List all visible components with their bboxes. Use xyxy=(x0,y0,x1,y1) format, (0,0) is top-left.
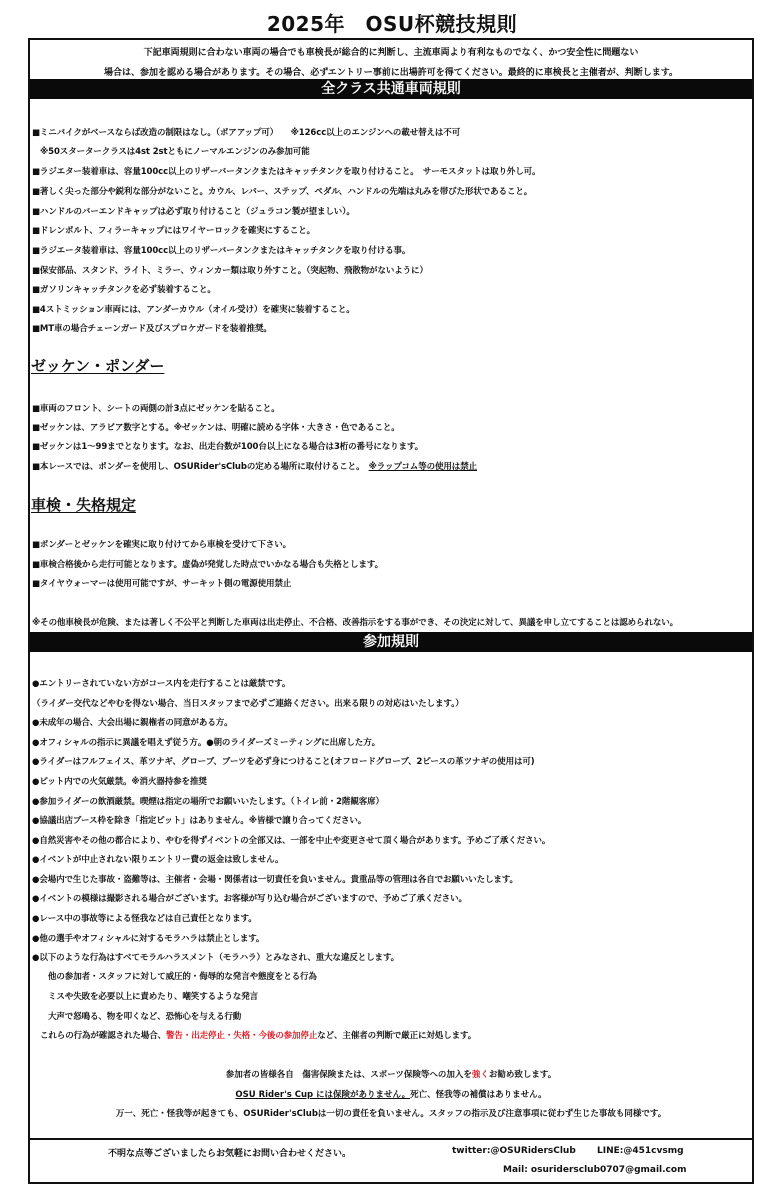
penalty-text: 警告・出走停止・失格・今後の参加停止 xyxy=(166,1031,318,1041)
common-item: ■著しく尖った部分や鋭利な部分がないこと。カウル、レバー、ステップ、ペダル、ハンドルの先端は丸みを帯びた形状であること。 xyxy=(32,187,533,197)
footer-divider xyxy=(30,1138,752,1140)
moral-example: 大声で怒鳴る、物を叩くなど、恐怖心を与える行動 xyxy=(48,1012,242,1022)
participation-item: ●未成年の場合、大会出場に親権者の同意がある方。 xyxy=(32,718,233,728)
common-item: ■ドレンボルト、フィラーキャップにはワイヤーロックを確実にすること。 xyxy=(32,226,316,236)
participation-item: ●ライダーはフルフェイス、革ツナギ、グローブ、ブーツを必ず身につけること(オフロードグローブ、2ピースの革ツナギの使用は可) xyxy=(32,757,535,767)
moral-closing: これらの行為が確認された場合、警告・出走停止・失格・今後の参加停止など、主催者の判断で厳正に対処します。 xyxy=(40,1031,477,1041)
participation-item: ●イベントの模様は撮影される場合がございます。お客様が写り込む場合がございますので、予めご了承ください。 xyxy=(32,894,467,904)
common-item: ※50スタータークラスは4st 2stともにノーマルエンジンのみ参加可能 xyxy=(40,147,310,157)
intro-line-2: 場合は、参加を認める場合があります。その場合、必ずエントリー事前に出場許可を得てください。最終的に車検長と主催者が、判断します。 xyxy=(103,68,679,78)
shaken-item: ■車検合格後から走行可能となります。虚偽が発覚した時点でいかなる場合も失格とします。 xyxy=(32,560,383,570)
participation-header: 参加規則 xyxy=(30,632,752,652)
participation-item: ●エントリーされていない方がコース内を走行することは厳禁です。 xyxy=(32,679,291,689)
zekken-item: ■ゼッケンは、アラビア数字とする。※ゼッケンは、明確に読める字体・大きさ・色であること。 xyxy=(32,423,400,433)
moral-example: ミスや失敗を必要以上に責めたり、嘲笑するような発言 xyxy=(48,992,259,1002)
common-rules-header: 全クラス共通車両規則 xyxy=(30,79,752,99)
insurance-line-1: 参加者の皆様各自 傷害保険または、スポーツ保険等への加入を強くお勧め致します。 xyxy=(225,1070,557,1080)
common-item: ■MT車の場合チェーンガード及びスプロケガードを装着推奨。 xyxy=(32,324,272,334)
insurance-line-3: 万一、死亡・怪我等が起きても、OSURider'sClubは一切の責任を負いません。スタッフの指示及び注意事項に従わず生じた事故も同様です。 xyxy=(115,1109,667,1119)
participation-item: ●以下のような行為はすべてモラルハラスメント（モラハラ）とみなされ、重大な違反とします。 xyxy=(32,953,400,963)
footer-mail[interactable]: Mail: osuridersclub0707@gmail.com xyxy=(503,1165,687,1175)
footer-contact: 不明な点等ございましたらお気軽にお問い合わせください。 xyxy=(108,1149,352,1159)
participation-item: ●ピット内での火気厳禁。※消火器持参を推奨 xyxy=(32,777,207,787)
zekken-section-title: ゼッケン・ポンダー xyxy=(31,357,165,375)
common-item: ■ガソリンキャッチタンクを必ず装着すること。 xyxy=(32,285,216,295)
intro-line-1: 下記車両規則に合わない車両の場合でも車検長が総合的に判断し、主流車両より有利なものでなく、かつ安全性に問題ない xyxy=(143,48,639,58)
participation-item: ●会場内で生じた事故・盗難等は、主催者・会場・関係者は一切責任を負いません。貴重品等の管理は各自でお願いいたします。 xyxy=(32,875,518,885)
shaken-section-title: 車検・失格規定 xyxy=(31,496,137,514)
participation-item: （ライダー交代などやむを得ない場合、当日スタッフまで必ずご連絡ください。出来る限りの対応はいたします。） xyxy=(32,699,464,709)
footer-twitter[interactable]: twitter:@OSURidersClub xyxy=(452,1146,576,1156)
shaken-item: ■タイヤウォーマーは使用可能ですが、サーキット側の電源使用禁止 xyxy=(32,579,292,589)
common-item: ■保安部品、スタンド、ライト、ミラー、ウィンカー類は取り外すこと。（突起物、飛散物がないように） xyxy=(32,266,428,276)
common-item: ■ミニバイクがベースならば改造の制限はなし。（ボアアップ可） ※126cc以上のエンジンへの載せ替えは不可 xyxy=(32,128,461,138)
participation-item: ●他の選手やオフィシャルに対するモラハラは禁止とします。 xyxy=(32,934,265,944)
common-item: ■ラジエター装着車は、容量100cc以上のリザーバータンクまたはキャッチタンクを取り付けること。 サーモスタットは取り外し可。 xyxy=(32,167,541,177)
participation-item: ●自然災害やその他の都合により、やむを得ずイベントの全部又は、一部を中止や変更させて頂く場合があります。予めご了承ください。 xyxy=(32,836,551,846)
participation-item: ●イベントが中止されない限りエントリー費の返金は致しません。 xyxy=(32,855,284,865)
footer-line[interactable]: LINE:@451cvsmg xyxy=(597,1146,684,1156)
participation-item: ●協議出店ブース枠を除き「指定ピット」はありません。※皆様で譲り合ってください。 xyxy=(32,816,367,826)
zekken-note: ※ラップコム等の使用は禁止 xyxy=(368,462,477,472)
common-item: ■ラジエータ装着車は、容量100cc以上のリザーバータンクまたはキャッチタンクを取り付ける事。 xyxy=(32,246,411,256)
common-item: ■4ストミッション車両には、アンダーカウル（オイル受け）を確実に装着すること。 xyxy=(32,305,355,315)
zekken-item: ■車両のフロント、シートの両側の計3点にゼッケンを貼ること。 xyxy=(32,404,280,414)
participation-item: ●参加ライダーの飲酒厳禁。喫煙は指定の場所でお願いいたします。（トイレ前・2階観客席） xyxy=(32,797,384,807)
shaken-note: ※その他車検長が危険、または著しく不公平と判断した車両は出走停止、不合格、改善指示をする事ができ、その決定に対して、異議を申し立てすることは認められない。 xyxy=(32,618,679,628)
zekken-item: ■本レースでは、ポンダーを使用し、OSURider'sClubの定める場所に取付けること。 ※ラップコム等の使用は禁止 xyxy=(32,462,477,472)
participation-item: ●レース中の事故等による怪我などは自己責任となります。 xyxy=(32,914,257,924)
shaken-item: ■ポンダーとゼッケンを確実に取り付けてから車検を受けて下さい。 xyxy=(32,540,291,550)
zekken-item: ■ゼッケンは1～99までとなります。なお、出走台数が100台以上になる場合は3桁の番号になります。 xyxy=(32,442,424,452)
participation-item: ●オフィシャルの指示に異議を唱えず従う方。●朝のライダーズミーティングに出席した方。 xyxy=(32,738,381,748)
moral-example: 他の参加者・スタッフに対して威圧的・侮辱的な発言や態度をとる行為 xyxy=(48,972,317,982)
insurance-line-2: OSU Rider's Cup には保険がありません。死亡、怪我等の補償はありません。 xyxy=(235,1090,547,1100)
common-item: ■ハンドルのバーエンドキャップは必ず取り付けること（ジュラコン製が望ましい）。 xyxy=(32,207,355,217)
page-title: 2025年 OSU杯競技規則 xyxy=(266,12,518,36)
